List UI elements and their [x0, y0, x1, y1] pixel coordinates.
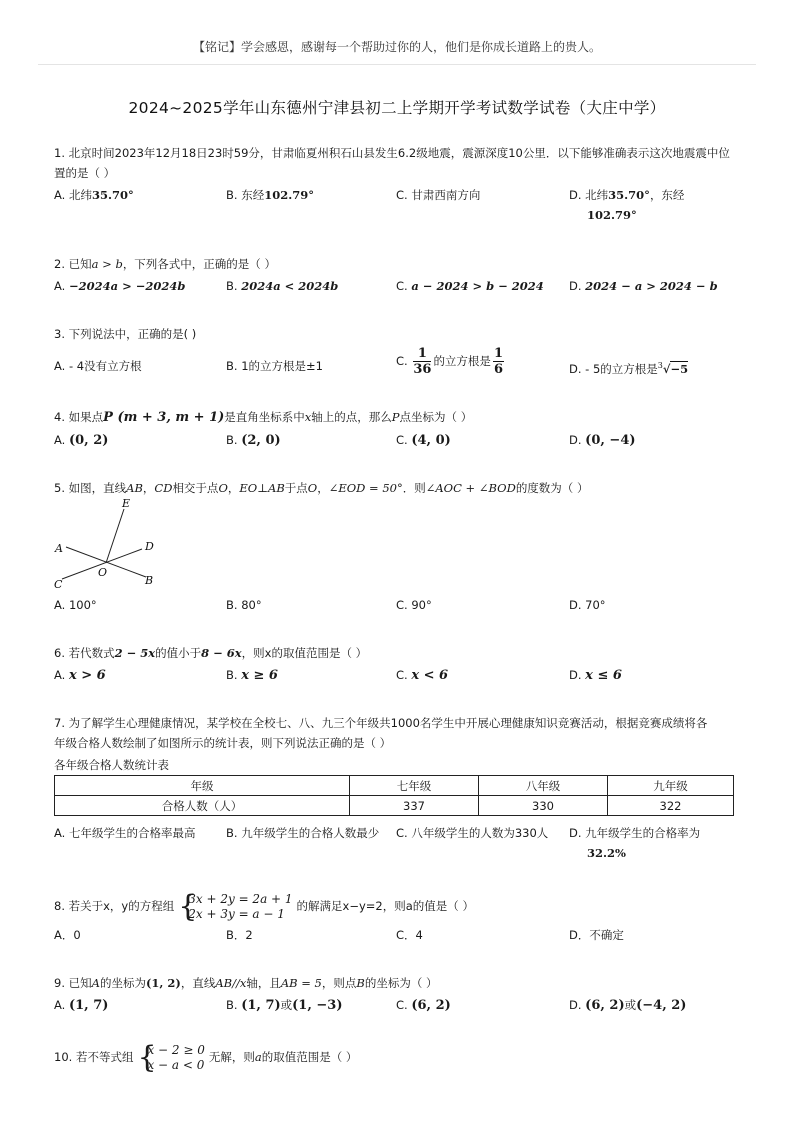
question-8: [54, 889, 744, 947]
q2-option-d[interactable]: D. 2024 − a > 2024 − b: [569, 279, 718, 293]
question-4-stem: 4. 如果点P (m + 3, m + 1)是直角坐标系中x轴上的点，那么P点坐标为（ ）: [54, 410, 473, 425]
q8-option-d[interactable]: D．不确定: [569, 928, 624, 942]
question-8-stem: 8. 若关于x，y的方程组 { 3x + 2y = 2a + 1 2x + 3y = a − 1 的解满足x−y=2，则a的值是（ ）: [54, 888, 474, 924]
q6-option-d[interactable]: D. x ≤ 6: [569, 668, 622, 683]
header-divider: [38, 64, 756, 65]
label-o: O: [98, 566, 108, 579]
question-7-stem: 7. 为了解学生心理健康情况，某学校在全校七、八、九三个年级共1000名学生中开展心理健康知识竞赛活动，根据竞赛成绩将各 年级合格人数绘制了如图所示的统计表，则下列说法正确的是（ ）: [54, 716, 708, 750]
q5-option-d[interactable]: D. 70°: [569, 598, 606, 612]
q1-option-a[interactable]: A. 北纬35.70°: [54, 188, 134, 202]
question-1: [54, 143, 744, 229]
label-e: E: [122, 497, 131, 510]
table-row: [55, 796, 734, 816]
q2-option-c[interactable]: C. a − 2024 > b − 2024: [396, 279, 544, 293]
label-a: A: [55, 542, 63, 555]
ray-oe: [106, 509, 124, 563]
label-b: B: [145, 574, 154, 587]
label-c: C: [54, 578, 63, 590]
inequality-system: { x − 2 ≥ 0 x − a < 0: [137, 1039, 205, 1075]
table-cell: 合格人数（人）: [55, 796, 350, 816]
question-7-options: [54, 821, 744, 863]
question-2-stem: 2. 已知a > b，下列各式中，正确的是（ ）: [54, 257, 276, 271]
label-d: D: [145, 540, 154, 553]
q5-option-a[interactable]: A. 100°: [54, 598, 97, 612]
question-7: [54, 713, 744, 753]
table-cell: 330: [479, 796, 608, 816]
q8-option-c[interactable]: C．4: [396, 928, 423, 942]
table-cell: 337: [350, 796, 479, 816]
q8-option-b[interactable]: B．2: [226, 928, 253, 942]
table-caption: 各年级合格人数统计表: [54, 758, 169, 772]
cube-root-radical: √−5: [662, 361, 689, 376]
q7-option-c[interactable]: C. 八年级学生的人数为330人: [396, 826, 549, 840]
exam-title: 2024~2025学年山东德州宁津县初二上学期开学考试数学试卷（大庄中学）: [128, 99, 666, 117]
q5-option-b[interactable]: B. 80°: [226, 598, 262, 612]
q4-option-c[interactable]: C. (4, 0): [396, 433, 451, 448]
q3-option-d[interactable]: D. - 5的立方根是$^3$√−5: [569, 361, 689, 376]
table-cell: 322: [608, 796, 734, 816]
question-6-stem: 6. 若代数式2 − 5x的值小于8 − 6x，则x的取值范围是（ ）: [54, 646, 368, 660]
q4-option-d[interactable]: D. (0, −4): [569, 433, 636, 448]
q7-option-d[interactable]: D. 九年级学生的合格率为 32.2%: [569, 826, 701, 860]
question-5-stem: 5. 如图，直线AB，CD相交于点O，EO⊥AB于点O，∠EOD = 50°．则∠AOC + ∠BOD的度数为（ ）: [54, 481, 589, 495]
geometry-figure-q5: [50, 495, 165, 590]
q6-option-b[interactable]: B. x ≥ 6: [226, 668, 278, 683]
question-1-stem: 1. 北京时间2023年12月18日23时59分，甘肃临夏州积石山县发生6.2级地震，震源深度10公里．以下能够准确表示这次地震震中位 置的是（ ）: [54, 146, 730, 180]
header-motto: 【铭记】学会感恩，感谢每一个帮助过你的人，他们是你成长道路上的贵人。: [192, 40, 601, 54]
question-2: [54, 254, 744, 298]
fraction-1-36: $\frac{1}{36}$: [413, 346, 432, 377]
q9-option-a[interactable]: A. (1, 7): [54, 998, 109, 1013]
fraction-1-6: $\frac{1}{6}$: [493, 346, 503, 377]
q1-option-d[interactable]: D. 北纬35.70°，东经 102.79°: [569, 188, 685, 222]
q3-option-a[interactable]: A. - 4没有立方根: [54, 359, 142, 373]
question-10-stem: 10. 若不等式组 { x − 2 ≥ 0 x − a < 0 无解，则a的取值范围是（ ）: [54, 1039, 358, 1075]
stats-table: [54, 775, 734, 816]
q2-option-a[interactable]: A. −2024a > −2024b: [54, 279, 186, 293]
question-3-stem: 3. 下列说法中，正确的是( ): [54, 327, 197, 341]
q6-option-c[interactable]: C. x < 6: [396, 668, 449, 683]
table-header-cell: 七年级: [350, 776, 479, 796]
question-9: [54, 973, 744, 1017]
q9-option-d[interactable]: D. (6, 2)或(−4, 2): [569, 998, 687, 1013]
table-header-cell: 九年级: [608, 776, 734, 796]
equation-system: { 3x + 2y = 2a + 1 2x + 3y = a − 1: [178, 888, 293, 924]
q1-option-b[interactable]: B. 东经102.79°: [226, 188, 314, 202]
q4-option-b[interactable]: B. (2, 0): [226, 433, 281, 448]
q4-option-a[interactable]: A. (0, 2): [54, 433, 109, 448]
question-10: [54, 1040, 744, 1074]
q7-option-a[interactable]: A. 七年级学生的合格率最高: [54, 826, 196, 840]
q5-option-c[interactable]: C. 90°: [396, 598, 432, 612]
question-5-options: [54, 593, 744, 617]
q1-option-c[interactable]: C. 甘肃西南方向: [396, 188, 481, 202]
q7-option-b[interactable]: B. 九年级学生的合格人数最少: [226, 826, 380, 840]
table-header-cell: 八年级: [479, 776, 608, 796]
q6-option-a[interactable]: A. x > 6: [54, 668, 106, 683]
q9-option-c[interactable]: C. (6, 2): [396, 998, 451, 1013]
q9-option-b[interactable]: B. (1, 7)或(1, −3): [226, 998, 343, 1013]
table-header-cell: 年级: [55, 776, 350, 796]
question-9-stem: 9. 已知A的坐标为(1, 2)，直线AB//x轴，且AB = 5，则点B的坐标为（ ）: [54, 976, 438, 990]
question-6: [54, 643, 744, 687]
question-4: [54, 407, 744, 452]
q8-option-a[interactable]: A．0: [54, 928, 81, 942]
question-3: [54, 324, 744, 386]
q3-option-b[interactable]: B. 1的立方根是±1: [226, 359, 323, 373]
q3-option-c[interactable]: C. $\frac{1}{36}$ 的立方根是 $\frac{1}{6}$: [396, 346, 503, 377]
q2-option-b[interactable]: B. 2024a < 2024b: [226, 279, 339, 293]
table-header-row: [55, 776, 734, 796]
